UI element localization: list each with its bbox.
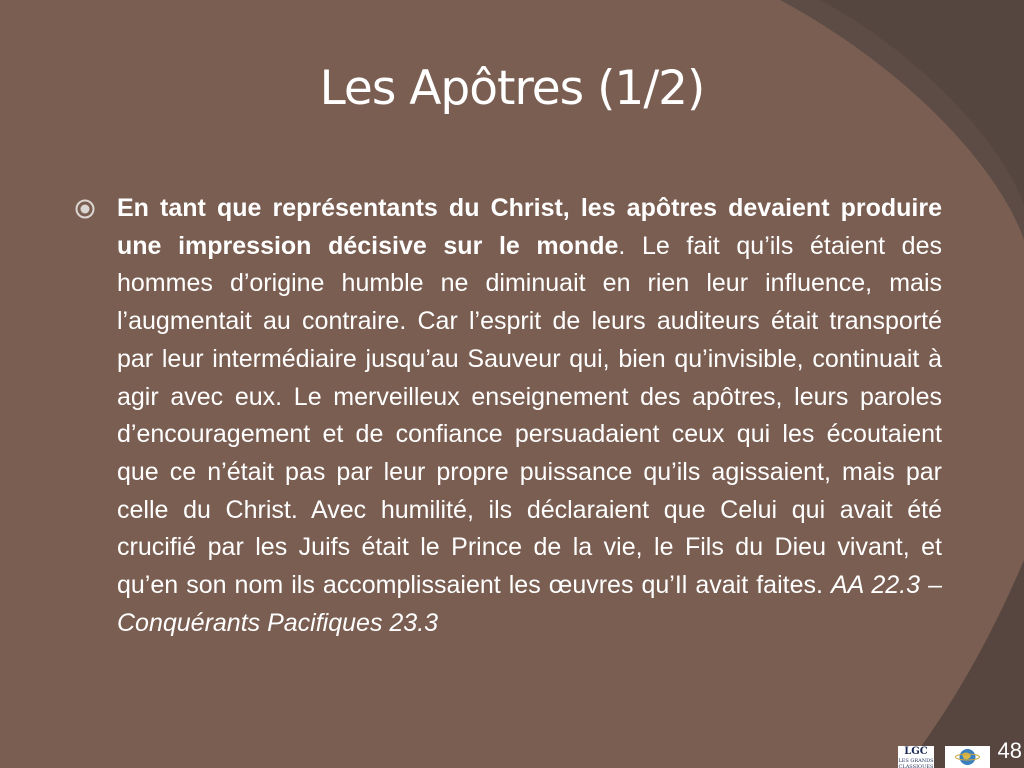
body-reference: AA 22.3 – Conquérants Pacifiques 23.3: [117, 571, 942, 637]
globe-logo-icon: [945, 746, 990, 768]
body-main-text: . Le fait qu’ils étaient des hommes d’origine humble ne diminuait en rien leur influence, mais l’augmentait au contraire. Car l’esprit de leurs auditeurs était transporté par leur intermédiaire jusqu’au Sauveur qui, bien qu’invisible, continuait à agir avec eux. Le merveilleux enseignement des apôtres, leurs paroles d’encouragement et de confiance persuadaient ceux qui les écoutaient que ce n’était pas par leur propre puissance qu’ils agissaient, mais par celle du Christ. Avec humilité, ils déclaraient que Celui qui avait été crucifié par les Juifs était le Prince de la vie, le Fils du Dieu vivant, et qu’en son nom ils accomplissaient les œuvres qu’Il avait faites.: [117, 231, 942, 600]
slide-body-text: [117, 190, 942, 642]
lgc-logo: [898, 746, 934, 768]
slide-number: 48: [997, 738, 1022, 763]
slide-title: Les Apôtres (1/2): [319, 61, 705, 116]
body-bold-intro: En tant que représentants du Christ, les apôtres devaient produire une impression décisive sur le monde: [117, 194, 942, 260]
lgc-logo-small-text: LES GRANDS CLASSIQUES: [898, 758, 934, 768]
globe-logo: [945, 746, 990, 768]
lgc-logo-text: LGC: [904, 746, 928, 757]
circled-dot-bullet-icon: [74, 198, 96, 220]
